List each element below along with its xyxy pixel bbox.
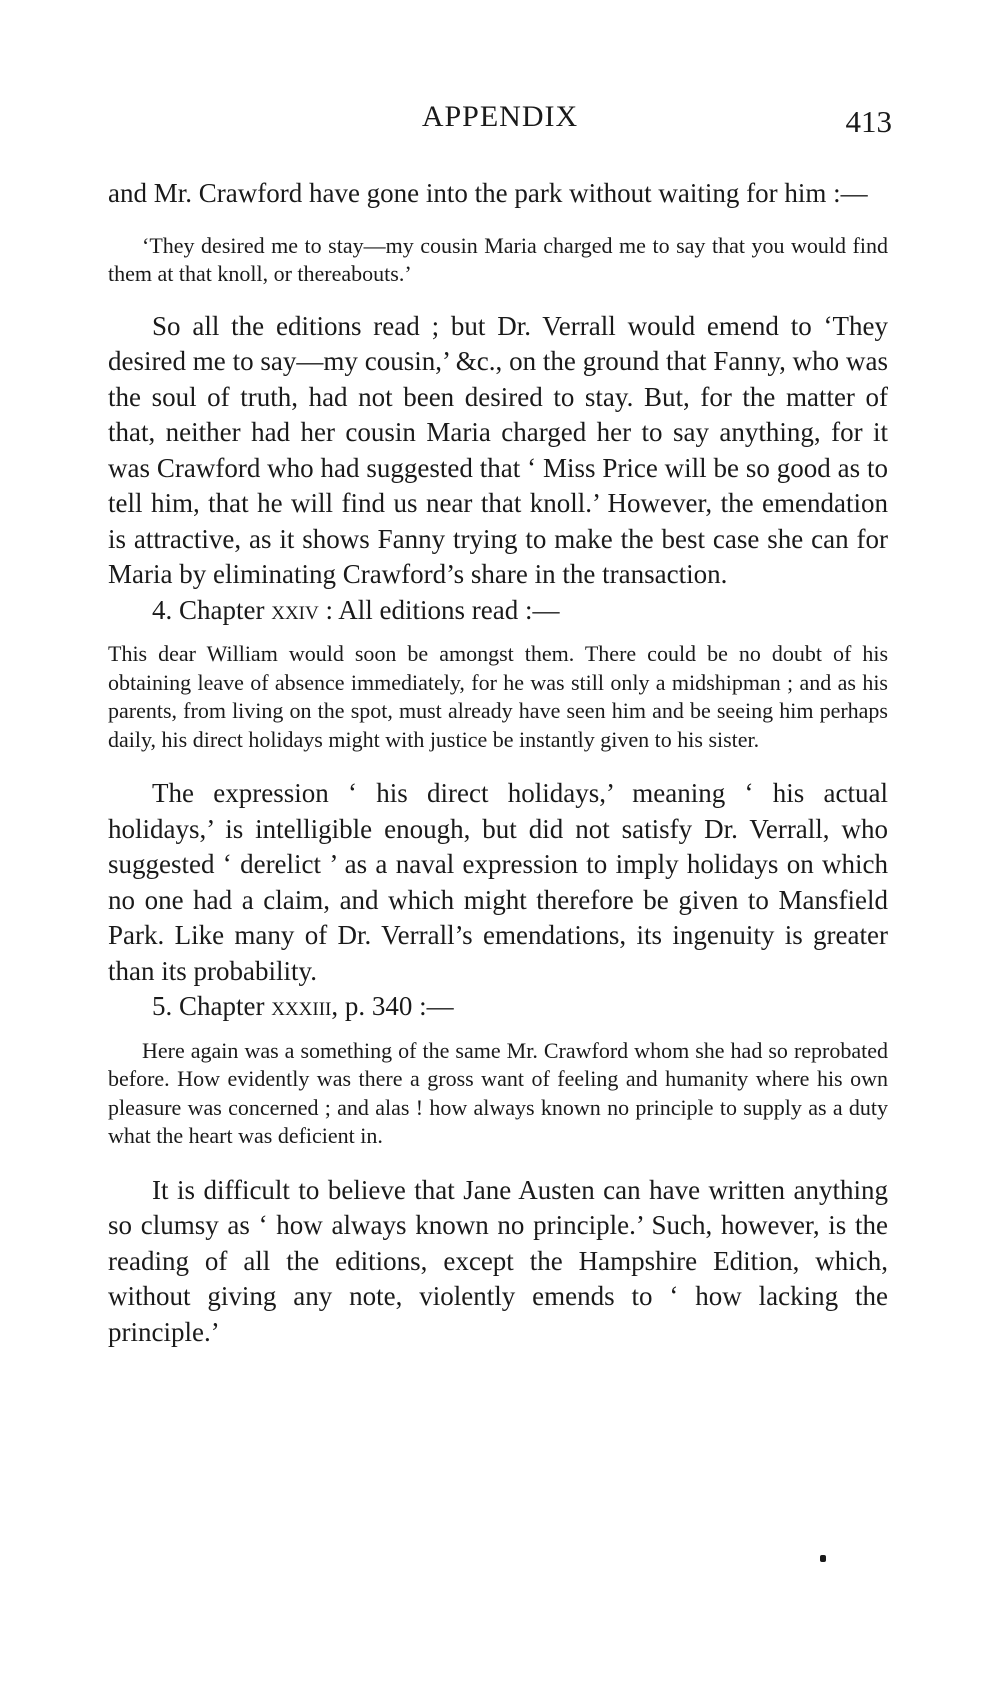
quotation-block: ‘They desired me to stay—my cousin Maria charged me to say that you would find them at that knoll, or thereabouts.’ — [108, 232, 888, 286]
numbered-note-heading — [108, 989, 888, 1025]
page-header — [108, 100, 892, 144]
numbered-note-heading — [108, 593, 888, 629]
body-text — [108, 176, 888, 1350]
paragraph: So all the editions read ; but Dr. Verrall would emend to ‘They desired me to say—my cousin,’ &c., on the ground that Fanny, who was the soul of truth, had not been desired to stay. But, for the matter of that, neither had her cousin Maria charged her to say anything, for it was Crawford who had suggested that ‘ Miss Price will be so good as to tell him, that he will find us near that knoll.’ However, the emendation is attractive, as it shows Fanny trying to make the best case she can for Maria by eliminating Crawford’s share in the transaction. — [108, 310, 888, 589]
paragraph-continuation: and Mr. Crawford have gone into the park without waiting for him :— — [108, 178, 868, 208]
note-suffix: : All editions read :— — [318, 594, 560, 625]
paragraph: The expression ‘ his direct holidays,’ meaning ‘ his actual holidays,’ is intelligible enough, but did not satisfy Dr. Verrall, who suggested ‘ derelict ’ as a naval expression to imply holidays on which no one had a claim, and which might therefore be given to Mansfield Park. Like many of Dr. Verrall’s emendations, its ingenuity is greater than its probability. — [108, 778, 888, 986]
paragraph: It is difficult to believe that Jane Austen can have written anything so clumsy as ‘ how always known no principle.’ Such, however, is the reading of all the editions, except the Hampshire Edition, which, without giving any note, violently emends to ‘ how lacking the principle.’ — [108, 1174, 888, 1347]
chapter-numeral: xxiv — [271, 594, 319, 625]
running-head: APPENDIX — [421, 100, 579, 133]
quotation-block: Here again was a something of the same Mr. Crawford whom she had so reprobated before. How evidently was there a gross want of feeling and humanity where his own pleasure was concerned ; and alas ! how always known no principle to supply as a duty what the heart was deficient in. — [108, 1037, 888, 1148]
quotation-block: This dear William would soon be amongst them. There could be no doubt of his obtaining leave of absence immediately, for he was still only a midshipman ; and as his parents, from living on the spot, must already have seen him and be seeing him perhaps daily, his direct holidays might with justice be instantly given to his sister. — [108, 641, 888, 752]
chapter-numeral: xxxiii — [271, 991, 332, 1021]
note-suffix: , p. 340 :— — [331, 991, 454, 1021]
note-prefix: 4. Chapter — [152, 594, 272, 625]
note-prefix: 5. Chapter — [152, 991, 272, 1021]
page-number: 413 — [845, 104, 892, 139]
ink-speck — [820, 1555, 826, 1562]
